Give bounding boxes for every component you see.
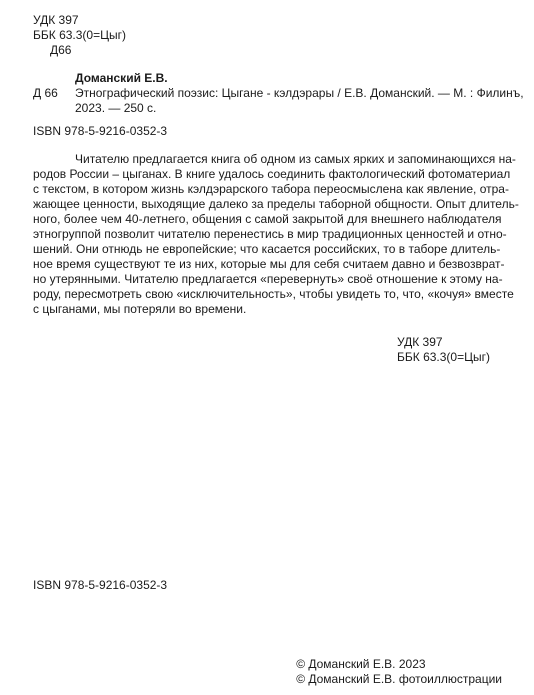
- author-heading: Доманский Е.В.: [75, 71, 168, 85]
- annotation-line: роду, пересмотреть свою «исключительность», чтобы увидеть то, что, «кочуя» вместе: [33, 287, 514, 301]
- title-line-2: 2023. — 250 с.: [75, 101, 157, 115]
- call-mark: Д 66: [33, 86, 58, 100]
- title-line-1: Этнографический поэзис: Цыгане - кэлдэрары / Е.В. Доманский. — М. : Филинъ,: [75, 86, 524, 100]
- annotation-line: этногруппой позволит читателю перенестись в мир традиционных ценностей и отно-: [33, 227, 507, 241]
- copyright-line: © Доманский Е.В. 2023: [296, 657, 426, 671]
- annotation-line: Читателю предлагается книга об одном из самых ярких и запоминающихся на-: [75, 152, 516, 166]
- bbk-code-right: ББК 63.3(0=Цыг): [397, 350, 490, 364]
- annotation-line: шений. Они отнюдь не европейские; что касается российских, то в таборе длитель-: [33, 242, 501, 256]
- annotation-line: ное время существуют те из них, которые мы для себя считаем давно и безвозврат-: [33, 257, 505, 271]
- annotation-line: но утерянными. Читателю предлагается «перевернуть» своё отношение к этому на-: [33, 272, 503, 286]
- bbk-code: ББК 63.3(0=Цыг): [33, 28, 126, 42]
- copyright-line: © Доманский Е.В. фотоиллюстрации: [296, 672, 502, 686]
- udk-code-right: УДК 397: [397, 335, 443, 349]
- annotation-line: с текстом, в котором жизнь кэлдэрарского табора переосмыслена как явление, отра-: [33, 182, 509, 196]
- annotation-line: жающее ценности, выходящие далеко за пределы таборной общности. Опыт длитель-: [33, 197, 519, 211]
- udk-code: УДК 397: [33, 13, 79, 27]
- annotation-line: ного, более чем 40-летнего, общения с самой закрытой для внешнего наблюдателя: [33, 212, 502, 226]
- copyright-block: [296, 657, 502, 687]
- isbn-top: ISBN 978-5-9216-0352-3: [33, 124, 168, 138]
- annotation-line: родов России – цыганах. В книге удалось соединить фактологический фотоматериал: [33, 167, 511, 181]
- annotation-line: с цыганами, мы потеряли во времени.: [33, 302, 247, 316]
- annotation: [33, 152, 519, 317]
- isbn-bottom: ISBN 978-5-9216-0352-3: [33, 578, 168, 592]
- author-mark: Д66: [50, 43, 72, 57]
